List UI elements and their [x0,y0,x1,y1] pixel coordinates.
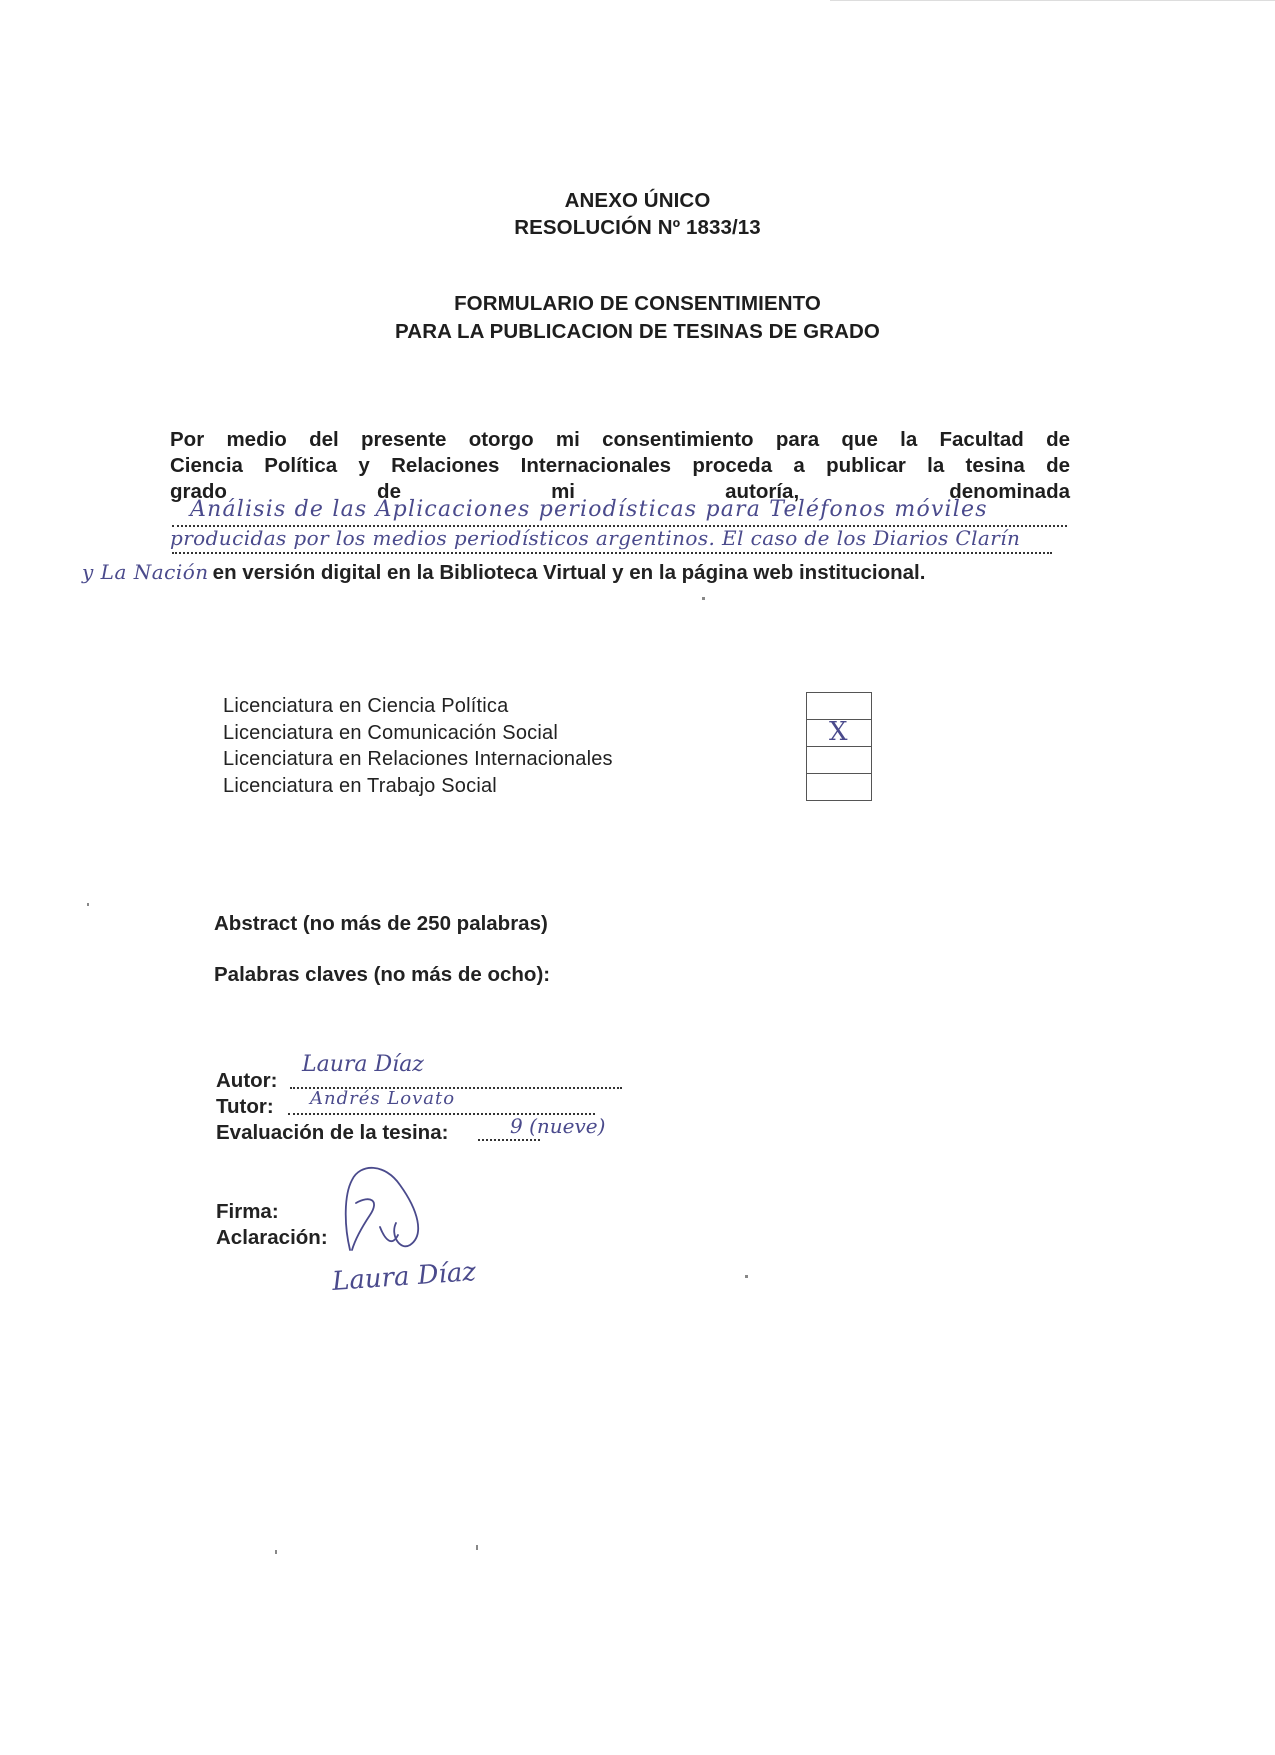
handwritten-title-part-3: y La Nación [82,560,209,584]
consent-line-2: Ciencia Política y Relaciones Internacionales proceda a publicar la tesina de [170,454,1070,477]
author-fill-line [290,1052,622,1089]
degree-ciencia-politica: Licenciatura en Ciencia Política [223,695,509,717]
degree-checkbox-ciencia-politica[interactable] [806,692,872,719]
consent-line-3: grado de mi autoría, denominada [170,480,1070,503]
degree-relaciones-internacionales: Licenciatura en Relaciones Internacionales [223,748,613,770]
evaluation-label: Evaluación de la tesina: [216,1121,449,1144]
form-title-line-1: FORMULARIO DE CONSENTIMIENTO [454,292,821,315]
clarification-label: Aclaración: [216,1226,328,1249]
scan-speck [745,1275,748,1278]
keywords-label: Palabras claves (no más de ocho): [214,963,551,986]
scan-speck [476,1545,478,1550]
tutor-label: Tutor: [216,1095,274,1118]
scan-speck [275,1550,277,1554]
title-fill-line-1 [172,497,1067,527]
abstract-label: Abstract (no más de 250 palabras) [214,912,548,935]
annex-heading: ANEXO ÚNICO [564,189,711,212]
author-handwritten-value: Laura Díaz [302,1052,424,1077]
tutor-fill-line [288,1088,595,1115]
degree-checkbox-comunicacion-social[interactable] [806,719,872,746]
scan-edge-line [830,0,1275,1]
handwritten-title-part-1: Análisis de las Aplicaciones periodísticas para Teléfonos móviles [190,497,988,522]
author-label: Autor: [216,1069,278,1092]
clarification-handwritten-value: Laura Díaz [331,1257,477,1297]
form-title-line-2: PARA LA PUBLICACION DE TESINAS DE GRADO [395,320,880,343]
degree-trabajo-social: Licenciatura en Trabajo Social [223,775,497,797]
evaluation-handwritten-value: 9 (nueve) [510,1114,606,1138]
consent-closing-text: en versión digital en la Biblioteca Virtual y en la página web institucional. [212,561,926,584]
handwritten-title-part-2: producidas por los medios periodísticos argentinos. El caso de los Diarios Clarín [170,526,1021,550]
signature-label: Firma: [216,1200,279,1223]
scan-speck [87,903,89,906]
degree-checkbox-relaciones-internacionales[interactable] [806,746,872,773]
degree-comunicacion-social: Licenciatura en Comunicación Social [223,722,558,744]
resolution-heading: RESOLUCIÓN Nº 1833/13 [514,216,761,239]
consent-closing-line [82,560,925,585]
tutor-handwritten-value: Andrés Lovato [310,1088,456,1109]
checkmark-x: X [829,717,848,747]
degree-checkbox-trabajo-social[interactable] [806,773,872,801]
consent-line-1: Por medio del presente otorgo mi consentimiento para que la Facultad de [170,428,1070,451]
scan-speck [702,597,705,600]
title-fill-line-2 [170,526,1052,554]
handwritten-signature [330,1155,440,1265]
